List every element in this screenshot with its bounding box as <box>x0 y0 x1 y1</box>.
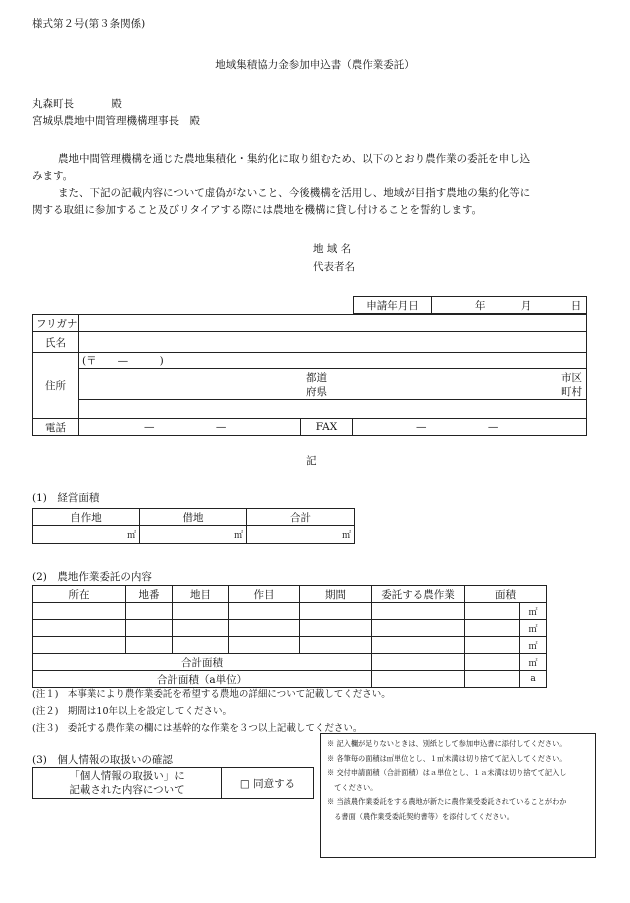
leased-land-unit: ㎡ <box>233 531 243 541</box>
year-label: 年 <box>475 299 486 312</box>
fax-label: FAX <box>301 419 353 436</box>
note-1: (注１) 本事業により農作業委託を希望する農地の詳細について記載してください。 <box>32 689 391 700</box>
box-note-3: ※ 交付申請面積（合計面積）はａ単位とし、１ａ未満は切り捨てて記入し <box>327 768 567 777</box>
furigana-field[interactable] <box>79 315 587 332</box>
phone-label: 電話 <box>33 419 79 436</box>
choson-label: 町村 <box>561 386 583 398</box>
management-area-table <box>32 508 355 544</box>
form-number: 様式第２号(第３条関係) <box>32 18 146 30</box>
location-cell[interactable] <box>33 637 126 654</box>
name-field[interactable] <box>79 332 587 353</box>
phone-dash-1: — <box>144 421 155 433</box>
note-2: (注２) 期間は10年以上を設定してください。 <box>32 706 233 717</box>
table-row <box>33 620 547 637</box>
work-cell[interactable] <box>372 620 465 637</box>
area-cell[interactable] <box>465 637 520 654</box>
representative-label: 代表者名 <box>313 261 355 273</box>
total-field[interactable] <box>247 526 355 544</box>
applicant-table <box>32 314 587 436</box>
period-cell[interactable] <box>300 603 372 620</box>
box-note-3-cont: てください。 <box>327 782 378 792</box>
box-note-4-cont: る書面（農作業受委託契約書等）を添付してください。 <box>327 811 514 821</box>
lot-cell[interactable] <box>126 620 173 637</box>
period-cell[interactable] <box>300 620 372 637</box>
crop-cell[interactable] <box>229 603 300 620</box>
lot-cell[interactable] <box>126 603 173 620</box>
area-unit: ㎡ <box>520 637 547 654</box>
land-category-header: 地目 <box>173 586 229 603</box>
own-land-unit: ㎡ <box>126 531 136 541</box>
paragraph-1-line-1: 農地中間管理機構を通じた農地集積化・集約化に取り組むため、以下のとおり農作業の委託を申し込 <box>58 153 531 165</box>
total-area-a-field[interactable] <box>465 671 520 688</box>
addressee-mayor <box>32 96 122 111</box>
area-cell[interactable] <box>465 603 520 620</box>
box-note-4: ※ 当該農作業委託をする農地が新たに農作業受委託されていることがわか <box>327 797 567 806</box>
ki-label: 記 <box>306 455 317 467</box>
location-cell[interactable] <box>33 620 126 637</box>
total-area-a-label: 合計面積（a単位） <box>33 671 372 688</box>
category-cell[interactable] <box>173 620 229 637</box>
entrusted-work-header: 委託する農作業 <box>372 586 465 603</box>
category-cell[interactable] <box>173 637 229 654</box>
month-label: 月 <box>520 299 532 312</box>
total-header: 合計 <box>247 509 355 526</box>
addressee-honorific: 殿 <box>111 98 122 110</box>
location-cell[interactable] <box>33 603 126 620</box>
category-cell[interactable] <box>173 603 229 620</box>
fuken-label: 府県 <box>306 386 327 398</box>
note-3: (注３) 委託する農作業の欄には基幹的な作業を３つ以上記載してください。 <box>32 723 363 734</box>
total-area-unit: ㎡ <box>520 654 547 671</box>
section-1-heading: (1) 経営面積 <box>32 492 100 504</box>
box-note-1: ※ 記入欄が足りないときは、別紙として参加申込書に添付してください。 <box>327 739 567 748</box>
todo-label: 都道 <box>306 372 327 384</box>
addressee-chairman: 宮城県農地中間管理機構理事長 殿 <box>32 115 200 127</box>
prefecture-city-field[interactable] <box>79 369 587 400</box>
address-label: 住所 <box>33 353 79 419</box>
own-land-header: 自作地 <box>33 509 140 526</box>
document-title: 地域集積協力金参加申込書（農作業委託） <box>215 59 415 71</box>
total-area-field[interactable] <box>465 654 520 671</box>
instructions-box <box>320 733 596 858</box>
addressee-mayor-name: 丸森町長 <box>32 98 74 110</box>
total-area-a-unit: a <box>520 671 547 688</box>
crop-cell[interactable] <box>229 637 300 654</box>
privacy-line-1: 「個人情報の取扱い」に <box>69 770 185 782</box>
region-name-label: 地 域 名 <box>313 243 352 255</box>
lot-number-header: 地番 <box>126 586 173 603</box>
furigana-label: フリガナ <box>33 315 79 332</box>
period-cell[interactable] <box>300 637 372 654</box>
section-3-heading: (3) 個人情報の取扱いの確認 <box>32 754 173 766</box>
lot-cell[interactable] <box>126 637 173 654</box>
application-date-field[interactable] <box>432 297 587 314</box>
paragraph-2-line-1: また、下記の記載内容について虚偽がないこと、今後機構を活用し、地域が目指す農地の集約化等に <box>58 187 531 199</box>
application-date-table <box>353 296 587 314</box>
crop-cell[interactable] <box>229 620 300 637</box>
address-detail-field[interactable] <box>79 400 587 419</box>
leased-land-header: 借地 <box>140 509 247 526</box>
section-2-heading: (2) 農地作業委託の内容 <box>32 571 152 583</box>
fax-dash-2: — <box>487 421 499 433</box>
postal-field[interactable]: (〒 — ) <box>79 353 587 369</box>
shiku-label: 市区 <box>561 372 583 384</box>
box-note-2: ※ 各筆毎の面積は㎡単位とし、１㎡未満は切り捨てて記入してください。 <box>327 753 567 763</box>
table-row <box>33 637 547 654</box>
location-header: 所在 <box>33 586 126 603</box>
area-unit: ㎡ <box>520 620 547 637</box>
fax-field[interactable] <box>353 419 587 436</box>
name-label: 氏名 <box>33 332 79 353</box>
privacy-statement-cell <box>33 768 222 799</box>
area-header: 面積 <box>465 586 547 603</box>
paragraph-2-line-2: 関する取組に参加すること及びリタイアする際には農地を機構に貸し付けることを誓約します。 <box>32 204 483 216</box>
leased-land-field[interactable] <box>140 526 247 544</box>
phone-dash-2: — <box>215 421 227 433</box>
table-row <box>33 603 547 620</box>
agree-checkbox[interactable]: □ 同意する <box>222 768 314 799</box>
own-land-field[interactable] <box>33 526 140 544</box>
area-cell[interactable] <box>465 620 520 637</box>
day-label: 日 <box>570 299 582 312</box>
work-cell[interactable] <box>372 603 465 620</box>
fax-dash-1: — <box>416 421 427 433</box>
farm-work-table <box>32 585 547 688</box>
work-cell[interactable] <box>372 637 465 654</box>
total-area-a-blank <box>372 671 465 688</box>
application-date-label: 申請年月日 <box>354 297 432 314</box>
period-header: 期間 <box>300 586 372 603</box>
area-unit: ㎡ <box>520 603 547 620</box>
total-area-label: 合計面積 <box>33 654 372 671</box>
privacy-line-2: 記載された内容について <box>69 784 185 796</box>
total-area-blank <box>372 654 465 671</box>
paragraph-1-line-2: みます。 <box>32 170 74 182</box>
privacy-table <box>32 767 314 799</box>
crop-header: 作目 <box>229 586 300 603</box>
phone-field[interactable] <box>79 419 301 436</box>
total-unit: ㎡ <box>341 531 351 541</box>
